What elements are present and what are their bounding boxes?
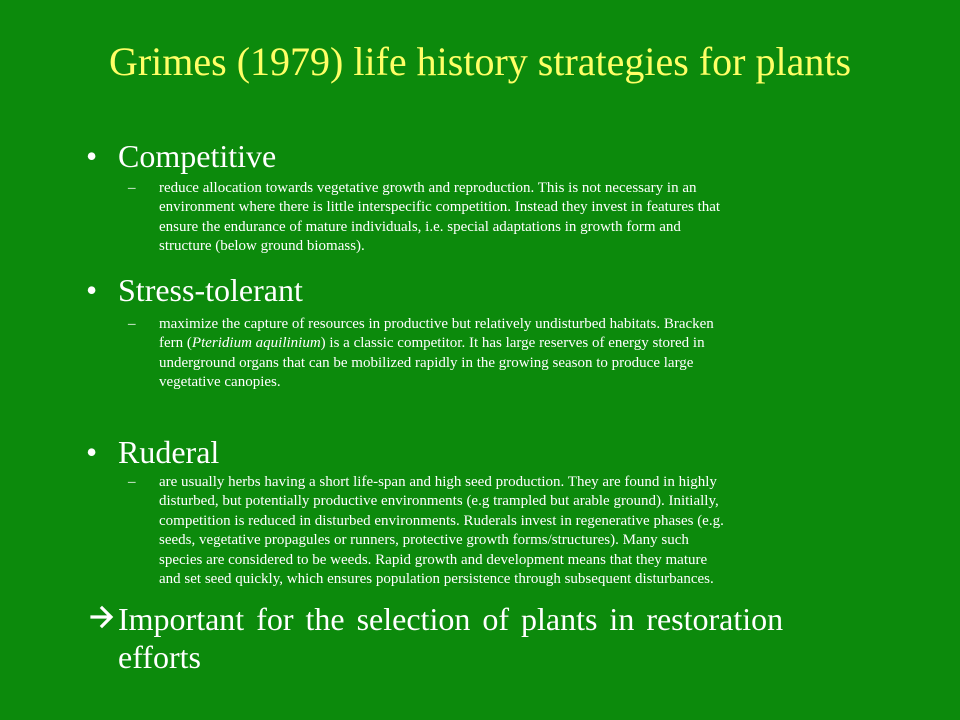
dash-icon: – (128, 316, 136, 332)
bullet-description (159, 179, 879, 257)
description-line: environment where there is little interspecific competition. Instead they invest in features that (159, 199, 721, 216)
arrow-right-icon (90, 602, 116, 632)
dash-icon: – (128, 474, 136, 490)
description-line: reduce allocation towards vegetative growth and reproduction. This is not necessary in an (159, 180, 697, 196)
bullet-description (159, 315, 879, 393)
description-line: fern (Pteridium aquilinium) is a classic competitor. It has large reserves of energy stored in (159, 335, 705, 352)
bullet-dot-icon: • (86, 138, 98, 174)
description-line: are usually herbs having a short life-span and high seed production. They are found in highly (159, 474, 717, 490)
conclusion-text: Important for the selection of plants in restoration efforts (118, 601, 784, 675)
description-line: competition is reduced in disturbed environments. Ruderals invest in regenerative phases (e.g. (159, 512, 724, 529)
description-line: structure (below ground biomass). (159, 238, 365, 255)
slide-title: Grimes (1979) life history strategies for plants (108, 39, 852, 84)
description-line: maximize the capture of resources in productive but relatively undisturbed habitats. Bracken (159, 316, 714, 332)
bullet-label: Stress-tolerant (118, 272, 303, 308)
description-line: ensure the endurance of mature individuals, i.e. special adaptations in growth form and (159, 218, 681, 235)
bullet-label: Competitive (118, 138, 277, 174)
bullet-label: Ruderal (118, 434, 220, 470)
description-line: underground organs that can be mobilized rapidly in the growing season to produce large (159, 354, 694, 371)
description-line: species are considered to be weeds. Rapid growth and development means that they mature (159, 551, 708, 568)
species-name: Pteridium aquilinium (191, 335, 321, 352)
description-line: disturbed, but potentially productive environments (e.g trampled but arable ground). Initially, (159, 493, 719, 510)
bullet-description (159, 473, 879, 589)
description-line: vegetative canopies. (159, 374, 281, 391)
bullet-dot-icon: • (86, 272, 98, 308)
bullet-dot-icon: • (86, 434, 98, 470)
description-line: and set seed quickly, which ensures population persistence through subsequent disturbances. (159, 571, 714, 588)
description-line: seeds, vegetative propagules or runners, protective growth forms/structures). Many such (159, 532, 689, 549)
dash-icon: – (128, 180, 136, 196)
